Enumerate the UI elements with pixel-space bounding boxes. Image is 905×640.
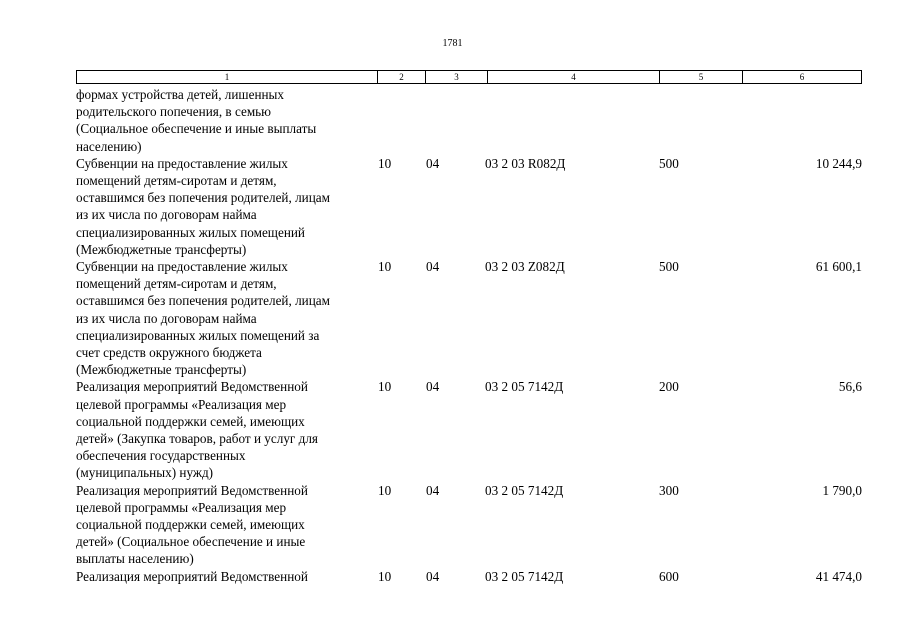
table-row: [76, 155, 866, 258]
header-col-6: 6: [799, 72, 805, 82]
header-col-5: 5: [660, 71, 743, 83]
row-description: Реализация мероприятий Ведомственной целевой программы «Реализация мер социальной поддержки семей, имеющих детей» (Социальное обеспечение и иные выплаты населению): [76, 482, 308, 567]
header-col-2: 2: [378, 71, 426, 83]
row-description: формах устройства детей, лишенных родительского попечения, в семью (Социальное обеспечение и иные выплаты населению): [76, 87, 317, 154]
row-expense-type: 500: [659, 259, 679, 275]
row-amount: 56,6: [838, 379, 862, 395]
row-section: 10: [378, 379, 392, 395]
row-subsection: 04: [426, 379, 440, 395]
row-target-article: 03 2 05 7142Д: [485, 482, 564, 498]
row-description: Субвенции на предоставление жилых помещений детям-сиротам и детям, оставшимся без попечения родителей, лицам из их числа по договорам найма специализированных жилых помещений за счет средств окружного бюджета (Межбюджетные трансферты): [76, 259, 330, 378]
row-subsection: 04: [426, 568, 440, 584]
row-amount: 41 474,0: [815, 568, 862, 584]
table-row: [76, 86, 866, 155]
row-target-article: 03 2 05 7142Д: [485, 379, 564, 395]
table-row: [76, 568, 866, 585]
row-expense-type: 500: [659, 155, 679, 171]
table-row: [76, 378, 866, 481]
table-body: [76, 86, 866, 585]
row-section: 10: [378, 155, 392, 171]
row-amount: 10 244,9: [815, 155, 862, 171]
header-col-3: 3: [426, 71, 488, 83]
row-expense-type: 200: [659, 379, 679, 395]
row-subsection: 04: [426, 259, 440, 275]
row-section: 10: [378, 482, 392, 498]
header-col-1: 1: [77, 71, 378, 83]
table-header-row: [76, 70, 862, 84]
row-section: 10: [378, 259, 392, 275]
row-amount: 61 600,1: [815, 259, 862, 275]
page-number: 1781: [442, 38, 463, 49]
row-subsection: 04: [426, 482, 440, 498]
row-amount: 1 790,0: [822, 482, 862, 498]
header-col-4: 4: [488, 71, 660, 83]
row-subsection: 04: [426, 155, 440, 171]
row-expense-type: 300: [659, 482, 679, 498]
table-row: [76, 482, 866, 568]
row-target-article: 03 2 05 7142Д: [485, 568, 564, 584]
row-description: Реализация мероприятий Ведомственной: [76, 568, 308, 584]
row-target-article: 03 2 03 R082Д: [485, 155, 566, 171]
row-description: Реализация мероприятий Ведомственной целевой программы «Реализация мер социальной поддержки семей, имеющих детей» (Закупка товаров, работ и услуг для обеспечения государственных (муниципальных) нужд): [76, 379, 318, 481]
row-section: 10: [378, 568, 392, 584]
row-description: Субвенции на предоставление жилых помещений детям-сиротам и детям, оставшимся без попечения родителей, лицам из их числа по договорам найма специализированных жилых помещений (Межбюджетные трансферты): [76, 155, 330, 257]
table-row: [76, 258, 866, 378]
row-expense-type: 600: [659, 568, 679, 584]
row-target-article: 03 2 03 Z082Д: [485, 259, 565, 275]
